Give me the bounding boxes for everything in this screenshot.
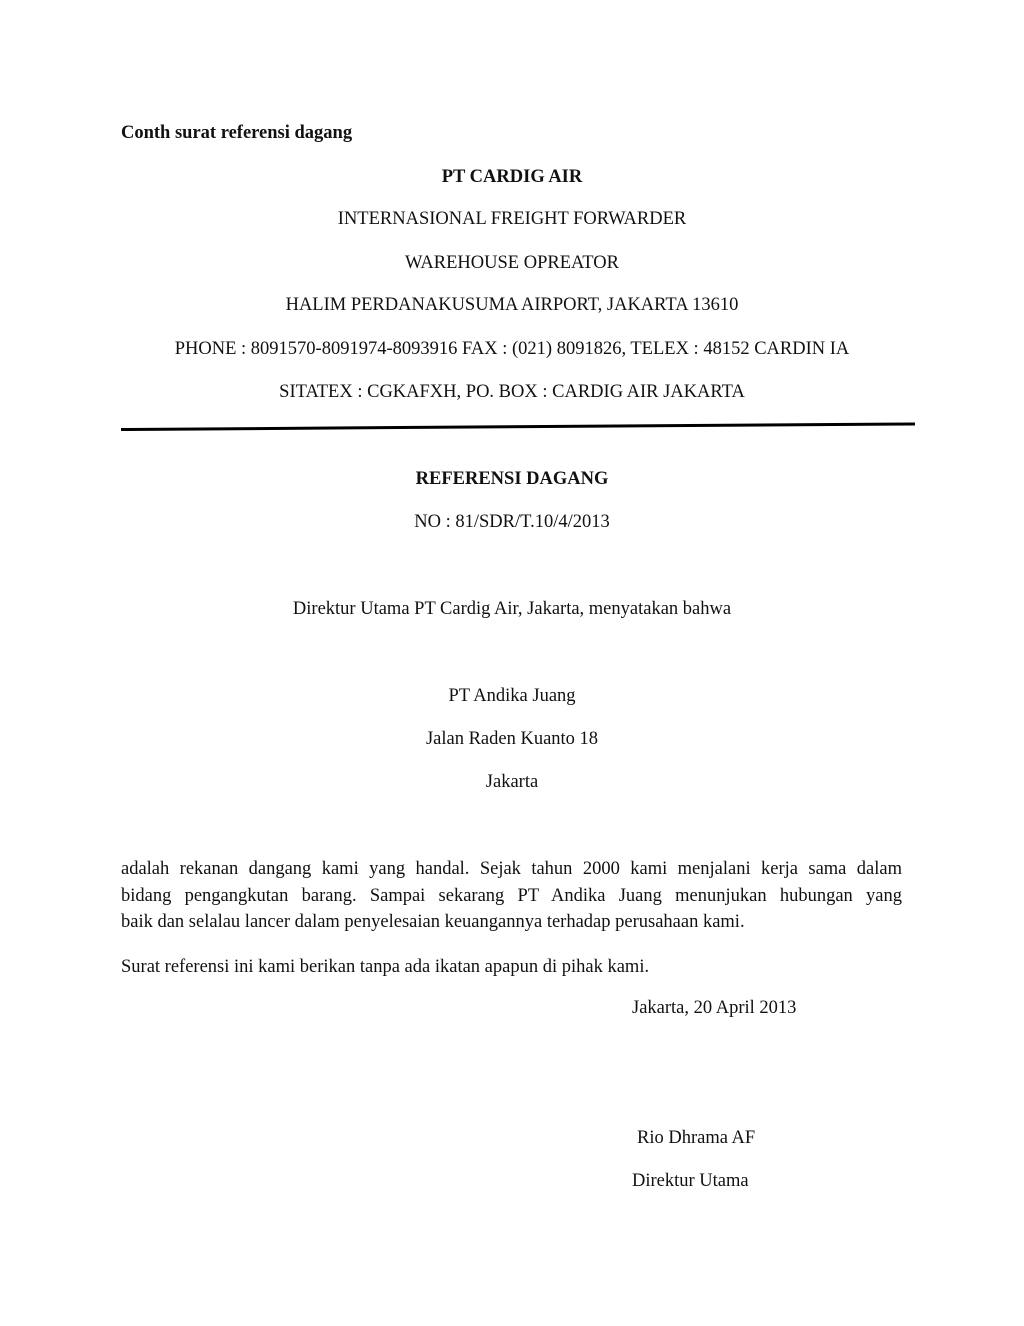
company-sitatex: SITATEX : CGKAFXH, PO. BOX : CARDIG AIR JAKARTA (279, 382, 745, 402)
intro-statement: Direktur Utama PT Cardig Air, Jakarta, menyatakan bahwa (292, 599, 732, 619)
letter-title: REFERENSI DAGANG (415, 469, 609, 489)
company-line-1: INTERNASIONAL FREIGHT FORWARDER (337, 209, 687, 229)
letter-number: NO : 81/SDR/T.10/4/2013 (414, 512, 610, 532)
body-paragraph-2: Surat referensi ini kami berikan tanpa ada ikatan apapun di pihak kami. (121, 957, 650, 977)
recipient-city: Jakarta (485, 772, 539, 792)
place-date: Jakarta, 20 April 2013 (632, 998, 797, 1018)
company-name: PT CARDIG AIR (441, 167, 583, 187)
company-line-2: WAREHOUSE OPREATOR (405, 253, 619, 273)
company-phone: PHONE : 8091570-8091974-8093916 FAX : (021) 8091826, TELEX : 48152 CARDIN IA (174, 339, 850, 359)
signatory-title: Direktur Utama (632, 1171, 749, 1191)
body-line: adalah rekanan dangang kami yang handal. Sejak tahun 2000 kami menjalani kerja sama dalam (121, 859, 902, 879)
recipient-street: Jalan Raden Kuanto 18 (425, 729, 599, 749)
recipient-name: PT Andika Juang (448, 686, 576, 706)
body-line: bidang pengangkutan barang. Sampai sekarang PT Andika Juang menunjukan hubungan yang (121, 885, 902, 906)
body-paragraph-1 (121, 856, 902, 936)
company-address: HALIM PERDANAKUSUMA AIRPORT, JAKARTA 13610 (285, 295, 739, 315)
body-line: baik dan selalau lancer dalam penyelesaian keuangannya terhadap perusahaan kami. (121, 912, 745, 932)
signatory-name: Rio Dhrama AF (637, 1128, 756, 1148)
letterhead-divider (121, 422, 915, 431)
document-label: Conth surat referensi dagang (121, 123, 353, 143)
